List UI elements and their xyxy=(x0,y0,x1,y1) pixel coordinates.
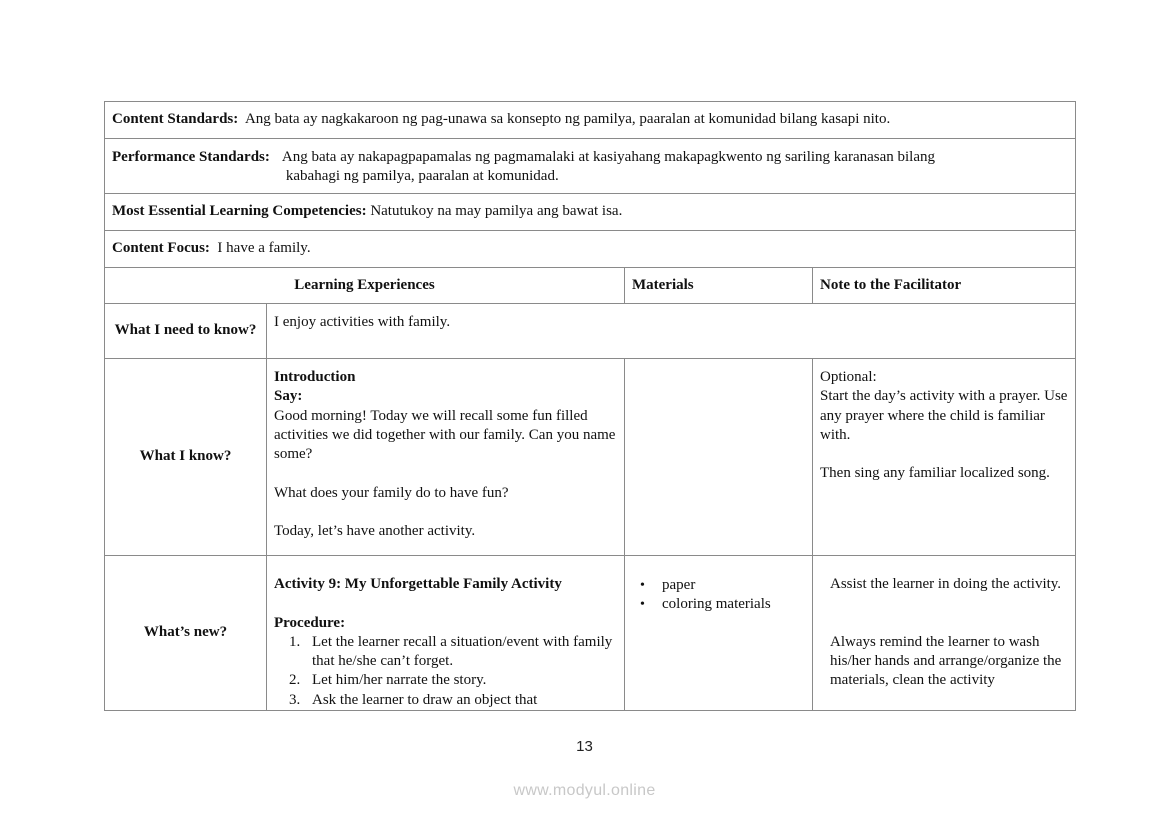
header-learning-experiences: Learning Experiences xyxy=(105,268,625,304)
melc-label: Most Essential Learning Competencies: xyxy=(112,203,367,220)
procedure-label: Procedure: xyxy=(274,614,346,631)
procedure-steps xyxy=(274,633,617,710)
performance-standards-label: Performance Standards: xyxy=(112,149,270,165)
header-note: Note to the Facilitator xyxy=(813,268,1076,304)
melc-row xyxy=(105,194,1076,231)
bullet-icon: • xyxy=(640,597,645,613)
need-to-know-label: What I need to know? xyxy=(114,322,257,339)
lesson-plan-table xyxy=(104,101,1076,711)
row-label-need-to-know xyxy=(105,304,267,359)
content-standards-label: Content Standards: xyxy=(112,111,239,128)
content-standards-text: Ang bata ay nagkakaroon ng pag-unawa sa konsepto ng pamilya, paaralan at komunidad bilang kasapi nito. xyxy=(244,111,891,128)
note-prayer: Start the day’s activity with a prayer. Use any prayer where the child is familiar with. xyxy=(820,388,1068,443)
procedure-step: 3. Ask the learner to draw an object that xyxy=(304,691,617,710)
performance-standards-line1: Ang bata ay nakapagpapamalas ng pagmamalaki at kasiyahang makapagkwento ng sariling karanasan bilang xyxy=(281,149,935,165)
procedure-step: 2. Let him/her narrate the story. xyxy=(304,671,617,690)
performance-standards-line2: kabahagi ng pamilya, paaralan at komunidad. xyxy=(285,168,559,185)
content-standards-row xyxy=(105,102,1076,139)
material-item xyxy=(636,595,805,614)
procedure-step: 1. Let the learner recall a situation/event with family that he/she can’t forget. xyxy=(304,633,617,672)
what-i-know-label: What I know? xyxy=(139,448,232,465)
melc-text: Natutukoy na may pamilya ang bawat isa. xyxy=(370,203,623,220)
watermark: www.modyul.online xyxy=(513,782,656,799)
header-materials: Materials xyxy=(625,268,813,304)
note-song: Then sing any familiar localized song. xyxy=(820,465,1050,482)
say-text: Good morning! Today we will recall some fun filled activities we did together with our family. Can you name some? xyxy=(274,407,616,463)
need-to-know-content: I enjoy activities with family. xyxy=(274,314,451,330)
row-label-whats-new xyxy=(105,556,267,711)
page-number: 13 xyxy=(576,738,593,755)
introduction-heading: Introduction xyxy=(274,369,356,385)
materials-list xyxy=(632,576,805,615)
row-label-what-i-know xyxy=(105,359,267,556)
materials-cell-empty xyxy=(625,359,813,556)
performance-standards-row xyxy=(105,139,1076,194)
say-label: Say: xyxy=(274,388,303,405)
content-focus-label: Content Focus: xyxy=(112,240,210,257)
table-row xyxy=(105,359,1076,556)
whats-new-label: What’s new? xyxy=(143,624,228,641)
bullet-icon: • xyxy=(640,578,645,593)
table-header-row xyxy=(105,268,1076,304)
table-row xyxy=(105,304,1076,359)
content-focus-row xyxy=(105,231,1076,268)
content-focus-text: I have a family. xyxy=(217,240,311,257)
material-label: coloring materials xyxy=(662,596,771,613)
material-label: paper xyxy=(662,577,696,593)
activity-title: Activity 9: My Unforgettable Family Activity xyxy=(274,576,562,592)
table-row xyxy=(105,556,1076,711)
material-item xyxy=(636,576,805,595)
note-remind: Always remind the learner to wash his/her hands and arrange/organize the materials, clean the activity xyxy=(830,633,1062,689)
question-text: What does your family do to have fun? xyxy=(274,484,509,501)
closing-text: Today, let’s have another activity. xyxy=(274,523,476,540)
note-assist: Assist the learner in doing the activity. xyxy=(830,576,1062,592)
note-optional: Optional: xyxy=(820,369,877,385)
